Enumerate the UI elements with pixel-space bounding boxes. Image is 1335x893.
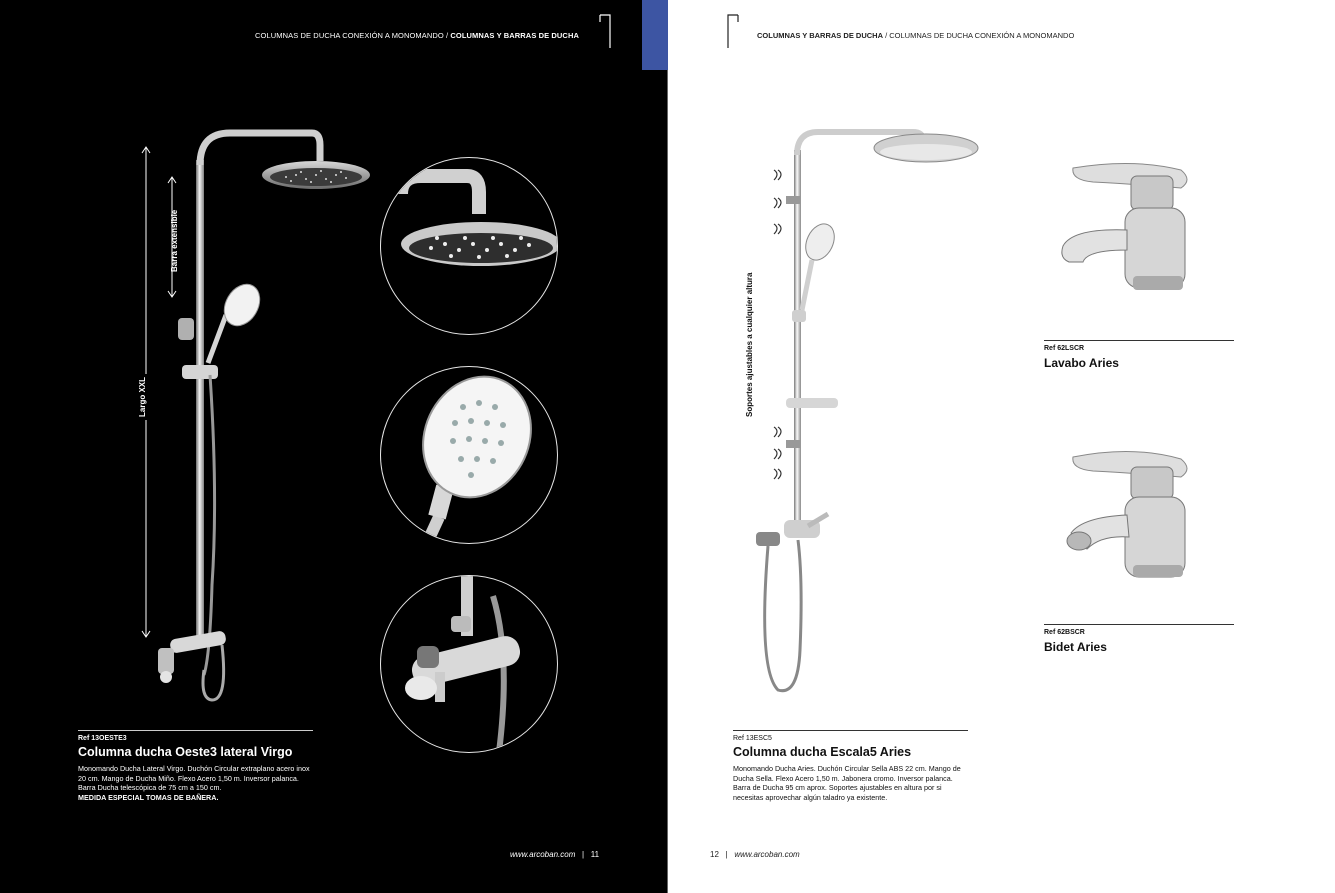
footer-url-link[interactable]: www.arcoban.com — [734, 850, 800, 859]
product-ref: Ref 13ESC5 — [733, 735, 772, 742]
divider — [1044, 340, 1234, 341]
right-page — [668, 0, 1335, 893]
footer-url-link[interactable]: www.arcoban.com — [510, 850, 576, 859]
product-ref: Ref 13OESTE3 — [78, 735, 127, 742]
soportes-label: Soportes ajustables a cualquier altura — [745, 272, 754, 417]
product-description — [78, 764, 318, 802]
left-header-separator: / — [443, 31, 451, 40]
detail-circle-head — [380, 157, 558, 335]
detail-circle-mixer — [380, 575, 558, 753]
product-description: Monomando Ducha Aries. Duchón Circular Sella ABS 22 cm. Mango de Ducha Sella. Flexo Acero 1,50 m. Jabonera cromo. Inversor palanca. Barra de Ducha 95 cm aprox. Soportes ajustables en altura por si necesitas aprovechar algún taladro ya existente. — [733, 764, 961, 802]
corner-mark-icon — [724, 10, 740, 50]
detail-circle-hand-shower — [380, 366, 558, 544]
right-header-part2: COLUMNAS DE DUCHA CONEXIÓN A MONOMANDO — [889, 31, 1075, 40]
product-oeste3 — [78, 730, 313, 802]
page-number: 12 — [710, 850, 719, 859]
corner-mark-icon — [598, 10, 614, 50]
left-footer — [510, 850, 599, 859]
barra-label: Barra extensible — [170, 209, 179, 272]
bidet-aries-image — [1053, 445, 1203, 585]
product-note: MEDIDA ESPECIAL TOMAS DE BAÑERA. — [78, 792, 219, 802]
product-description-text: Monomando Ducha Lateral Virgo. Duchón Circular extraplano acero inox 20 cm. Mango de Ducha Miño. Flexo Acero 1,50 m. Inversor palanca. Barra Ducha telescópica de 75 cm a 150 cm. — [78, 764, 310, 792]
largo-label: Largo XXL — [138, 374, 147, 420]
right-header — [757, 31, 1074, 40]
product-lavabo-aries — [1044, 340, 1234, 370]
product-title: Lavabo Aries — [1044, 356, 1119, 370]
right-footer — [710, 850, 800, 859]
product-ref: Ref 62LSCR — [1044, 345, 1085, 352]
support-adjust-icon — [770, 425, 790, 485]
product-title: Columna ducha Escala5 Aries — [733, 745, 912, 759]
footer-separator: | — [582, 850, 585, 859]
product-ref: Ref 62BSCR — [1044, 629, 1085, 636]
product-bidet-aries — [1044, 624, 1234, 654]
left-header-part1: COLUMNAS DE DUCHA CONEXIÓN A MONOMANDO — [255, 31, 444, 40]
left-header-part2: COLUMNAS Y BARRAS DE DUCHA — [450, 31, 579, 40]
lavabo-aries-image — [1053, 158, 1203, 298]
right-header-separator: / — [882, 31, 890, 40]
footer-separator: | — [725, 850, 728, 859]
page-number: 11 — [590, 850, 600, 859]
left-page — [0, 0, 667, 893]
product-title: Columna ducha Oeste3 lateral Virgo — [78, 745, 293, 759]
product-title: Bidet Aries — [1044, 640, 1107, 654]
divider — [1044, 624, 1234, 625]
right-header-part1: COLUMNAS Y BARRAS DE DUCHA — [757, 31, 883, 40]
product-escala5 — [733, 730, 968, 802]
divider — [78, 730, 313, 731]
divider — [733, 730, 968, 731]
left-header — [255, 31, 579, 40]
support-adjust-icon — [770, 168, 790, 238]
